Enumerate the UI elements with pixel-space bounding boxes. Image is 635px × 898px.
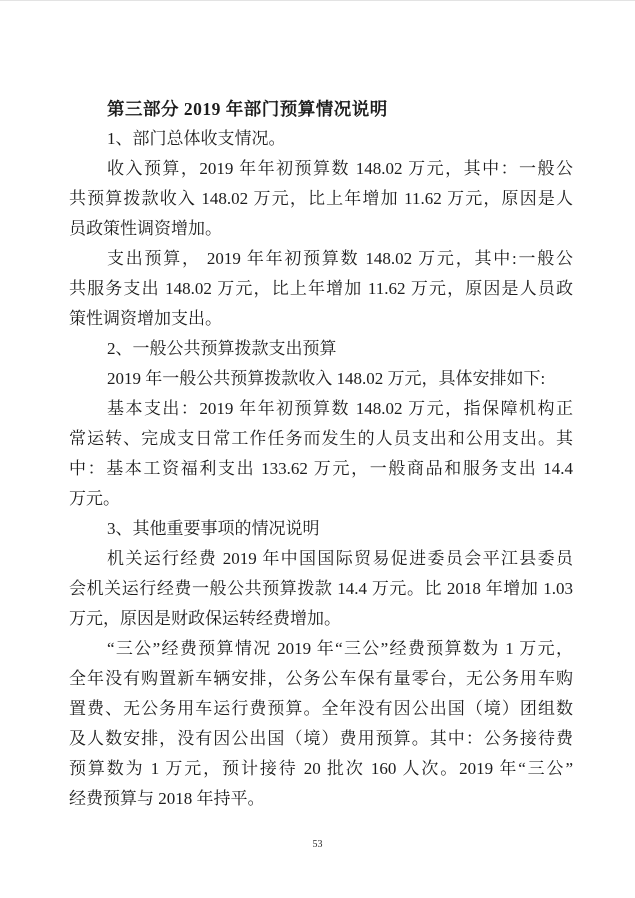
text-line: 2、一般公共预算拨款支出预算 (107, 339, 337, 358)
text-line: 全年没有购置新车辆安排，公务公车保有量零台，无公务用车购 (69, 669, 573, 688)
text-line: 经费预算与 2018 年持平。 (69, 789, 265, 808)
text-line: 共服务支出 148.02 万元，比上年增加 11.62 万元，原因是人员政 (69, 279, 573, 298)
text-line: 万元，原因是财政保运转经费增加。 (69, 609, 341, 628)
text-line: 机关运行经费 2019 年中国国际贸易促进委员会平江县委员 (107, 549, 573, 568)
document-body (69, 94, 573, 814)
text-line: 共预算拨款收入 148.02 万元，比上年增加 11.62 万元，原因是人 (69, 189, 573, 208)
text-line: 中：基本工资福利支出 133.62 万元，一般商品和服务支出 14.4 (69, 459, 573, 478)
text-line: 置费、无公务用车运行费预算。全年没有因公出国（境）团组数 (69, 699, 573, 718)
text-line: 1、部门总体收支情况。 (107, 129, 286, 148)
text-line: 员政策性调资增加。 (69, 219, 222, 238)
document-title: 第三部分 2019 年部门预算情况说明 (107, 99, 388, 119)
page-number: 53 (312, 839, 323, 850)
text-line: 万元。 (69, 489, 120, 508)
text-line: 收入预算，2019 年年初预算数 148.02 万元，其中：一般公 (107, 159, 573, 178)
text-line: 及人数安排，没有因公出国（境）费用预算。其中：公务接待费 (69, 729, 573, 748)
text-line: 支出预算， 2019 年年初预算数 148.02 万元，其中:一般公 (107, 249, 573, 268)
text-line: 常运转、完成支日常工作任务而发生的人员支出和公用支出。其 (69, 429, 573, 448)
text-line: 预算数为 1 万元，预计接待 20 批次 160 人次。2019 年“三公” (69, 759, 573, 778)
text-line: 3、其他重要事项的情况说明 (107, 519, 320, 538)
text-line: 策性调资增加支出。 (69, 309, 222, 328)
text-line: 2019 年一般公共预算拨款收入 148.02 万元，具体安排如下: (107, 369, 546, 388)
text-line: 基本支出：2019 年年初预算数 148.02 万元，指保障机构正 (107, 399, 573, 418)
text-line: 会机关运行经费一般公共预算拨款 14.4 万元。比 2018 年增加 1.03 (69, 579, 573, 598)
text-line: “三公”经费预算情况 2019 年“三公”经费预算数为 1 万元， (107, 639, 573, 658)
